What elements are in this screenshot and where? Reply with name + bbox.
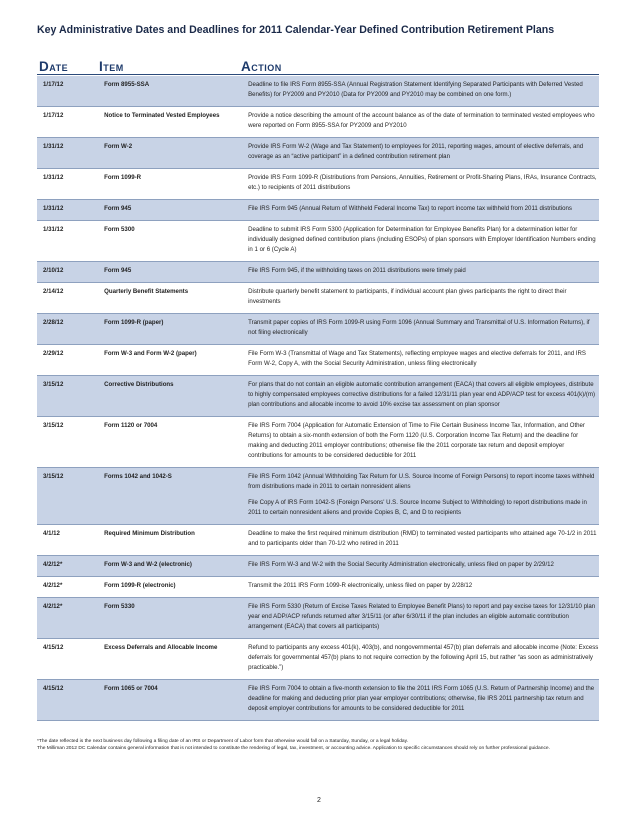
action-text: File IRS Form 1042 (Annual Withholding Tax Return for U.S. Source Income of Foreign Persons) to report income taxes withheld from distributions made in 2011 to certain nonresident aliens bbox=[248, 473, 595, 490]
action-text: Provide IRS Form W-2 (Wage and Tax Statement) to employees for 2011, reporting wages, amount of elective deferrals, and coverage as an “active participant” in a defined contribution retirement plan bbox=[248, 143, 584, 160]
item-header: Item bbox=[99, 59, 124, 74]
action-text: For plans that do not contain an eligible automatic contribution arrangement (EACA) that covers all eligible employees, distribute to highly compensated employees corrective distributions for a failed 12/31/11 plan year end ADP/ACP test for excess 401(k)/(m) plan contributions and allocable income to avoid 10% excise tax assessment on plan sponsor bbox=[248, 381, 596, 408]
row-action bbox=[248, 472, 599, 518]
deadlines-table bbox=[37, 76, 599, 721]
row-item: Form 945 bbox=[104, 205, 132, 212]
row-action bbox=[248, 204, 599, 214]
row-action bbox=[248, 684, 599, 714]
page-number: 2 bbox=[317, 797, 321, 804]
footnote: *The date reflected is the next business day following a filing date of an IRS or Department of Labor form that otherwise would fall on a Saturday, Sunday, or a legal holiday. bbox=[37, 739, 409, 744]
row-item: Form 1065 or 7004 bbox=[104, 685, 158, 692]
disclaimer: The Milliman 2012 DC Calendar contains general information that is not intended to constitute the rendering of legal, tax, investment, or accounting advice. Application to specific circumstances should rely on further professional guidance. bbox=[37, 746, 550, 752]
row-date: 1/31/12 bbox=[43, 174, 64, 181]
row-action bbox=[248, 287, 599, 307]
row-date: 4/2/12* bbox=[43, 603, 63, 610]
row-item: Form 1120 or 7004 bbox=[104, 422, 158, 429]
row-action bbox=[248, 529, 599, 549]
action-text: Transmit paper copies of IRS Form 1099-R using Form 1096 (Annual Summary and Transmittal of U.S. Information Returns), if not filing electronically bbox=[248, 319, 590, 336]
table-row bbox=[37, 376, 599, 417]
action-header: Action bbox=[241, 59, 282, 74]
row-date: 4/2/12* bbox=[43, 561, 63, 568]
page-title: Key Administrative Dates and Deadlines for 2011 Calendar-Year Defined Contribution Retirement Plans bbox=[37, 24, 555, 36]
table-row bbox=[37, 417, 599, 468]
row-action bbox=[248, 80, 599, 100]
table-row bbox=[37, 262, 599, 283]
table-row bbox=[37, 138, 599, 169]
row-action bbox=[248, 349, 599, 369]
row-date: 1/31/12 bbox=[43, 143, 64, 150]
row-date: 4/1/12 bbox=[43, 530, 60, 537]
row-action bbox=[248, 602, 599, 632]
row-item: Form 1099-R (paper) bbox=[104, 319, 164, 326]
row-item: Form 5330 bbox=[104, 603, 135, 610]
row-action bbox=[248, 142, 599, 162]
row-date: 4/15/12 bbox=[43, 685, 64, 692]
row-action bbox=[248, 421, 599, 461]
row-date: 2/10/12 bbox=[43, 267, 64, 274]
table-row bbox=[37, 680, 599, 721]
row-date: 2/28/12 bbox=[43, 319, 64, 326]
row-item: Form W-2 bbox=[104, 143, 133, 150]
action-text: File Copy A of IRS Form 1042-S (Foreign Persons' U.S. Source Income Subject to Withholding) to report distributions made in 2011 to certain nonresident aliens and provide Copies B, C, and D to recipients bbox=[248, 499, 587, 516]
table-row bbox=[37, 283, 599, 314]
action-text: Provide a notice describing the amount of the account balance as of the date of termination to terminated vested employees who were reported on Form 8955-SSA for PY2009 and PY2010 bbox=[248, 112, 595, 129]
row-date: 3/15/12 bbox=[43, 381, 64, 388]
row-date: 1/31/12 bbox=[43, 205, 64, 212]
row-item: Forms 1042 and 1042-S bbox=[104, 473, 172, 480]
table-row bbox=[37, 169, 599, 200]
table-row bbox=[37, 107, 599, 138]
row-item: Quarterly Benefit Statements bbox=[104, 288, 189, 295]
action-text: File Form W-3 (Transmittal of Wage and Tax Statements), reflecting employee wages and elective deferrals for 2011, and IRS Form W-2, Copy A, with the Social Security Administration, unless filing electronically bbox=[248, 350, 586, 367]
row-date: 3/15/12 bbox=[43, 422, 64, 429]
footer-notes bbox=[37, 738, 602, 752]
row-date: 1/17/12 bbox=[43, 81, 64, 88]
action-text: Distribute quarterly benefit statement to participants, if individual account plan gives participants the right to direct their investments bbox=[248, 288, 567, 305]
row-item: Form 945 bbox=[104, 267, 132, 274]
table-row bbox=[37, 345, 599, 376]
table-row bbox=[37, 556, 599, 577]
action-text: Transmit the 2011 IRS Form 1099-R electronically, unless filed on paper by 2/28/12 bbox=[248, 582, 473, 589]
action-text: File IRS Form 945 (Annual Return of Withheld Federal Income Tax) to report income tax withheld from 2011 distributions bbox=[248, 205, 572, 212]
row-item: Required Minimum Distribution bbox=[104, 530, 195, 537]
row-date: 2/29/12 bbox=[43, 350, 64, 357]
action-text: Deadline to file IRS Form 8955-SSA (Annual Registration Statement Identifying Separated Participants with Deferred Vested Benefits) for PY2009 and PY2010 (Data for PY2009 and PY2010 may be combined on one form.) bbox=[248, 81, 583, 98]
row-item: Form 8955-SSA bbox=[104, 81, 150, 88]
action-text: File IRS Form 7004 to obtain a five-month extension to file the 2011 IRS Form 1065 (U.S. Return of Partnership Income) and the deadline for making and deducting prior plan year employer contributions; otherwise, file IRS 2011 partnership tax return and deposit employer contributions for amounts to be considered deductible for 2011 bbox=[248, 685, 595, 712]
table-row bbox=[37, 525, 599, 556]
action-text: File IRS Form 5330 (Return of Excise Taxes Related to Employee Benefit Plans) to report and pay excise taxes for 12/31/10 plan year end ADP/ACP refunds returned after 3/15/11 (or after 6/30/11 if the plan includes an eligible automatic contribution arrangement (EACA) that covers all participants) bbox=[248, 603, 596, 630]
table-row bbox=[37, 639, 599, 680]
row-item: Form 1099-R bbox=[104, 174, 142, 181]
row-action bbox=[248, 266, 599, 276]
table-row bbox=[37, 577, 599, 598]
date-header: Date bbox=[39, 59, 69, 74]
action-text: File IRS Form 945, if the withholding taxes on 2011 distributions were timely paid bbox=[248, 267, 466, 274]
table-row bbox=[37, 314, 599, 345]
row-item: Form W-3 and W-2 (electronic) bbox=[104, 561, 192, 568]
action-text: File IRS Form W-3 and W-2 with the Social Security Administration electronically, unless filed on paper by 2/29/12 bbox=[248, 561, 554, 568]
row-action bbox=[248, 173, 599, 193]
row-date: 4/15/12 bbox=[43, 644, 64, 651]
row-action bbox=[248, 225, 599, 255]
table-row bbox=[37, 76, 599, 107]
row-date: 4/2/12* bbox=[43, 582, 63, 589]
action-text: Deadline to make the first required minimum distribution (RMD) to terminated vested participants who attained age 70-1/2 in 2011 and to participants older than 70-1/2 who retired in 2011 bbox=[248, 530, 597, 547]
action-text: Deadline to submit IRS Form 5300 (Application for Determination for Employee Benefits Plan) for a determination letter for individually designed defined contribution plans (including ESOPs) of plan sponsors with Employer Identification Numbers ending in 1 or 6 (Cycle A) bbox=[248, 226, 596, 253]
row-action bbox=[248, 643, 599, 673]
row-date: 3/15/12 bbox=[43, 473, 64, 480]
row-date: 2/14/12 bbox=[43, 288, 64, 295]
action-text: Provide IRS Form 1099-R (Distributions from Pensions, Annuities, Retirement or Profit-Sharing Plans, IRAs, Insurance Contracts, etc.) to recipients of 2011 distributions bbox=[248, 174, 597, 191]
table-row bbox=[37, 221, 599, 262]
action-text: Refund to participants any excess 401(k), 403(b), and nongovernmental 457(b) plan deferrals and allocable income (Note: Excess deferrals for governmental 457(b) plans to not require correction by the following April 15, but rather “as soon as administratively practicable.”) bbox=[248, 644, 599, 671]
table-row bbox=[37, 200, 599, 221]
row-item: Form 1099-R (electronic) bbox=[104, 582, 176, 589]
table-header bbox=[37, 60, 599, 75]
table-row bbox=[37, 468, 599, 525]
row-action bbox=[248, 581, 599, 591]
row-action bbox=[248, 380, 599, 410]
row-item: Corrective Distributions bbox=[104, 381, 174, 388]
action-text: File IRS Form 7004 (Application for Automatic Extension of Time to File Certain Business Income Tax, Information, and Other Returns) to obtain a six-month extension of both the Form 1120 (U.S. Corporation Income Tax Return) and the deadline for making and deducting 2011 employer contributions; otherwise file the 2011 corporate tax return and deposit employer contributions for amounts to be considered deductible for 2011 bbox=[248, 422, 585, 459]
row-action bbox=[248, 560, 599, 570]
row-item: Notice to Terminated Vested Employees bbox=[104, 112, 220, 119]
table-row bbox=[37, 598, 599, 639]
row-action bbox=[248, 318, 599, 338]
row-item: Excess Deferrals and Allocable Income bbox=[104, 644, 218, 651]
row-item: Form W-3 and Form W-2 (paper) bbox=[104, 350, 197, 357]
row-date: 1/31/12 bbox=[43, 226, 64, 233]
row-date: 1/17/12 bbox=[43, 112, 64, 119]
row-item: Form 5300 bbox=[104, 226, 135, 233]
row-action bbox=[248, 111, 599, 131]
